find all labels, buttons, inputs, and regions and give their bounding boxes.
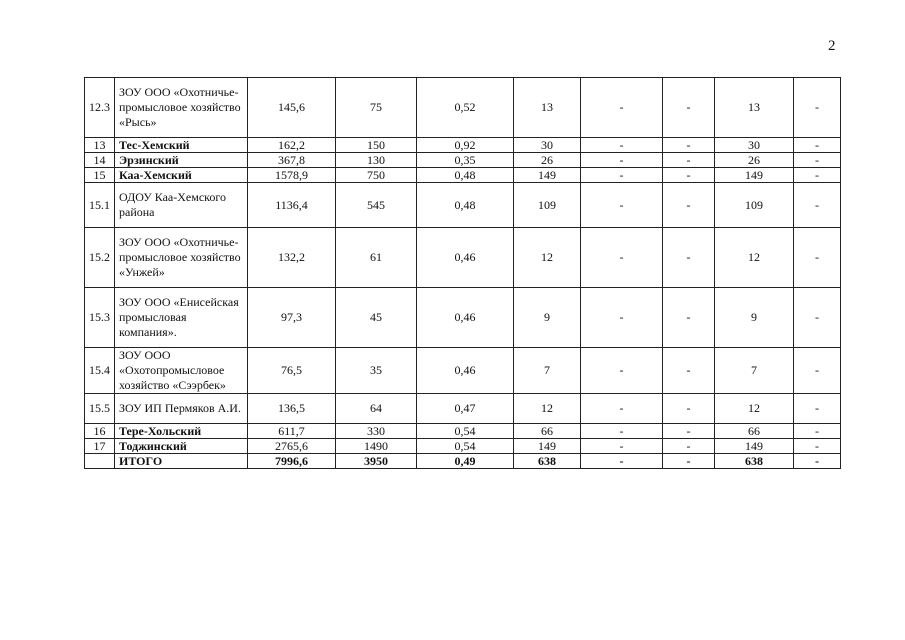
cell-count: 75 <box>336 78 417 138</box>
cell-count: 45 <box>336 288 417 348</box>
row-number: 16 <box>85 424 115 439</box>
row-number: 15.2 <box>85 228 115 288</box>
cell-area: 145,6 <box>248 78 336 138</box>
table-row <box>85 348 841 394</box>
cell-density: 0,49 <box>417 454 514 469</box>
row-number: 15.5 <box>85 394 115 424</box>
cell-count: 64 <box>336 394 417 424</box>
cell-quota: 12 <box>514 228 581 288</box>
cell-col5: - <box>581 168 663 183</box>
cell-density: 0,47 <box>417 394 514 424</box>
cell-col6: - <box>663 138 715 153</box>
row-number <box>85 454 115 469</box>
cell-col6: - <box>663 424 715 439</box>
cell-density: 0,46 <box>417 288 514 348</box>
cell-density: 0,54 <box>417 439 514 454</box>
cell-col8: - <box>794 153 841 168</box>
row-number: 14 <box>85 153 115 168</box>
cell-density: 0,48 <box>417 168 514 183</box>
cell-col6: - <box>663 288 715 348</box>
cell-area: 611,7 <box>248 424 336 439</box>
cell-col6: - <box>663 168 715 183</box>
cell-col8: - <box>794 439 841 454</box>
cell-col6: - <box>663 454 715 469</box>
cell-col7: 7 <box>715 348 794 394</box>
row-number: 15.3 <box>85 288 115 348</box>
cell-area: 132,2 <box>248 228 336 288</box>
cell-col8: - <box>794 228 841 288</box>
cell-density: 0,54 <box>417 424 514 439</box>
cell-count: 330 <box>336 424 417 439</box>
cell-area: 7996,6 <box>248 454 336 469</box>
cell-col6: - <box>663 78 715 138</box>
row-number: 13 <box>85 138 115 153</box>
table-row <box>85 439 841 454</box>
cell-col8: - <box>794 78 841 138</box>
table-row <box>85 138 841 153</box>
table-row <box>85 153 841 168</box>
cell-col6: - <box>663 228 715 288</box>
cell-count: 150 <box>336 138 417 153</box>
cell-col7: 149 <box>715 439 794 454</box>
cell-col8: - <box>794 394 841 424</box>
area-name: ЗОУ ООО «Енисейская промысловая компания». <box>115 288 248 348</box>
table-row <box>85 228 841 288</box>
area-name: ЗОУ ООО «Охотничье-промысловое хозяйство «Рысь» <box>115 78 248 138</box>
cell-col8: - <box>794 454 841 469</box>
cell-col5: - <box>581 228 663 288</box>
cell-col7: 12 <box>715 394 794 424</box>
cell-col6: - <box>663 439 715 454</box>
cell-density: 0,48 <box>417 183 514 228</box>
row-number: 15 <box>85 168 115 183</box>
area-name: Эрзинский <box>115 153 248 168</box>
cell-density: 0,52 <box>417 78 514 138</box>
cell-area: 76,5 <box>248 348 336 394</box>
area-name: Тере-Хольский <box>115 424 248 439</box>
cell-quota: 109 <box>514 183 581 228</box>
area-name: ЗОУ ИП Пермяков А.И. <box>115 394 248 424</box>
cell-area: 367,8 <box>248 153 336 168</box>
cell-col5: - <box>581 288 663 348</box>
area-name: ЗОУ ООО «Охотничье-промысловое хозяйство «Унжей» <box>115 228 248 288</box>
cell-area: 1136,4 <box>248 183 336 228</box>
cell-count: 61 <box>336 228 417 288</box>
cell-density: 0,35 <box>417 153 514 168</box>
cell-col7: 26 <box>715 153 794 168</box>
cell-col7: 9 <box>715 288 794 348</box>
cell-area: 2765,6 <box>248 439 336 454</box>
area-name: Каа-Хемский <box>115 168 248 183</box>
cell-col7: 13 <box>715 78 794 138</box>
cell-col5: - <box>581 183 663 228</box>
cell-quota: 9 <box>514 288 581 348</box>
cell-density: 0,46 <box>417 348 514 394</box>
cell-col7: 30 <box>715 138 794 153</box>
cell-col5: - <box>581 138 663 153</box>
hunting-quota-table <box>84 77 841 469</box>
total-label: ИТОГО <box>115 454 248 469</box>
area-name: Тоджинский <box>115 439 248 454</box>
page-number: 2 <box>828 38 836 54</box>
cell-col7: 638 <box>715 454 794 469</box>
cell-col8: - <box>794 168 841 183</box>
cell-count: 750 <box>336 168 417 183</box>
cell-col7: 12 <box>715 228 794 288</box>
row-number: 17 <box>85 439 115 454</box>
cell-col8: - <box>794 183 841 228</box>
cell-col5: - <box>581 348 663 394</box>
cell-area: 136,5 <box>248 394 336 424</box>
cell-quota: 13 <box>514 78 581 138</box>
cell-col5: - <box>581 454 663 469</box>
table-row <box>85 394 841 424</box>
cell-col7: 149 <box>715 168 794 183</box>
table-row <box>85 168 841 183</box>
cell-col5: - <box>581 153 663 168</box>
cell-col6: - <box>663 183 715 228</box>
cell-col7: 109 <box>715 183 794 228</box>
cell-count: 545 <box>336 183 417 228</box>
table-row <box>85 183 841 228</box>
cell-col6: - <box>663 394 715 424</box>
cell-col6: - <box>663 348 715 394</box>
cell-area: 162,2 <box>248 138 336 153</box>
cell-col8: - <box>794 288 841 348</box>
cell-density: 0,46 <box>417 228 514 288</box>
cell-col8: - <box>794 424 841 439</box>
cell-col7: 66 <box>715 424 794 439</box>
area-name: Тес-Хемский <box>115 138 248 153</box>
table-row <box>85 288 841 348</box>
cell-quota: 26 <box>514 153 581 168</box>
cell-col5: - <box>581 439 663 454</box>
cell-col5: - <box>581 78 663 138</box>
cell-col6: - <box>663 153 715 168</box>
table-row <box>85 424 841 439</box>
cell-density: 0,92 <box>417 138 514 153</box>
row-number: 12.3 <box>85 78 115 138</box>
cell-quota: 638 <box>514 454 581 469</box>
cell-quota: 12 <box>514 394 581 424</box>
area-name: ОДОУ Каа-Хемского района <box>115 183 248 228</box>
cell-area: 1578,9 <box>248 168 336 183</box>
cell-quota: 7 <box>514 348 581 394</box>
area-name: ЗОУ ООО «Охотопромысловое хозяйство «Сээрбек» <box>115 348 248 394</box>
cell-col8: - <box>794 348 841 394</box>
cell-col8: - <box>794 138 841 153</box>
cell-count: 1490 <box>336 439 417 454</box>
row-number: 15.4 <box>85 348 115 394</box>
table-row <box>85 78 841 138</box>
cell-quota: 149 <box>514 439 581 454</box>
cell-count: 35 <box>336 348 417 394</box>
total-row <box>85 454 841 469</box>
cell-count: 130 <box>336 153 417 168</box>
cell-quota: 66 <box>514 424 581 439</box>
cell-col5: - <box>581 394 663 424</box>
cell-quota: 149 <box>514 168 581 183</box>
cell-area: 97,3 <box>248 288 336 348</box>
row-number: 15.1 <box>85 183 115 228</box>
cell-count: 3950 <box>336 454 417 469</box>
cell-col5: - <box>581 424 663 439</box>
cell-quota: 30 <box>514 138 581 153</box>
